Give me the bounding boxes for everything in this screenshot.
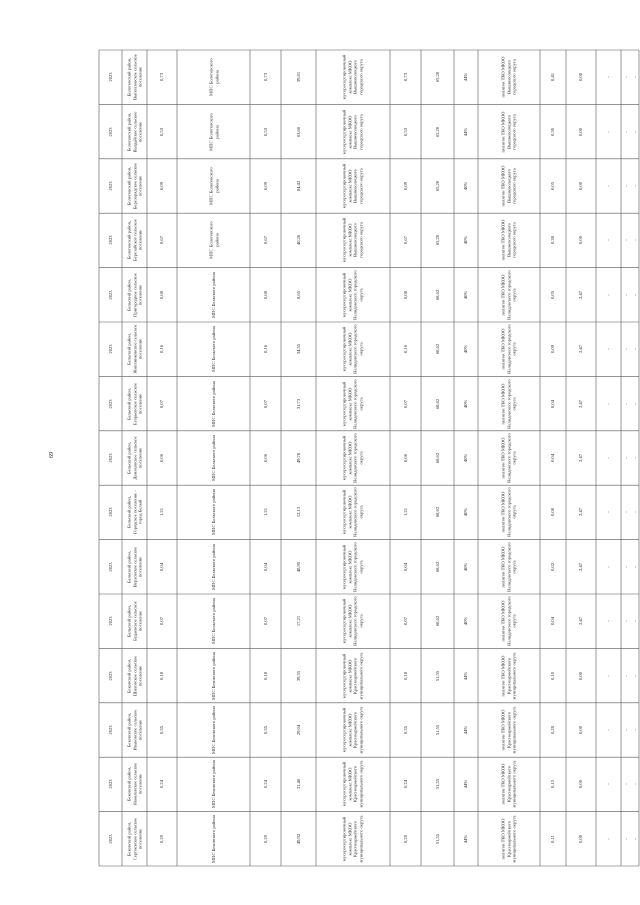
cell-year: 2023 bbox=[107, 72, 113, 82]
cell-facility: мусоросортировочный комплекс МКОО Вышневолоцкого городского округа bbox=[341, 218, 364, 263]
cell-v7: 0,00 bbox=[578, 73, 584, 82]
cell-e1: - bbox=[605, 838, 611, 840]
cell-v2: 0,18 bbox=[262, 671, 268, 680]
cell-facility: мусоросортировочный комплекс МКОО Вышневолоцкого городского округа bbox=[341, 163, 364, 209]
cell-year: 2023 bbox=[107, 181, 113, 191]
cell-v3: 31,73 bbox=[295, 398, 301, 409]
cell-facility: мусоросортировочный комплекс МКОО Красноармейского муниципального округа bbox=[341, 815, 364, 863]
cell-e3: - bbox=[632, 457, 638, 459]
cell-e3: - bbox=[632, 838, 638, 840]
cell-source: МПС Бельского района bbox=[210, 271, 216, 318]
cell-source: МПС Бельского района bbox=[210, 543, 216, 590]
cell-settlement: Бековский район, Яковлевское сельское поселение bbox=[125, 763, 143, 806]
cell-v4: 0,09 bbox=[402, 181, 408, 191]
cell-e2: - bbox=[623, 294, 629, 296]
cell-v6: 0,30 bbox=[550, 127, 556, 136]
cell-v7: 0,00 bbox=[578, 834, 584, 843]
cell-facility: мусоросортировочный комплекс МКОО Нелидовского городского округа bbox=[341, 596, 364, 647]
cell-v7: 0,00 bbox=[578, 181, 584, 191]
cell-settlement: Бологовский район, Березайское сельское поселение bbox=[125, 219, 143, 262]
cell-e3: - bbox=[632, 511, 638, 514]
cell-v6: 0,10 bbox=[550, 671, 556, 680]
cell-disposal: полигон ТКО МКОО Вышневолоцкого городского округа bbox=[500, 56, 517, 98]
cell-e2: - bbox=[623, 239, 629, 242]
cell-v6: 0,04 bbox=[550, 453, 556, 463]
cell-pct: 40% bbox=[463, 181, 469, 191]
cell-e1: - bbox=[605, 239, 611, 242]
cell-v7: 2,47 bbox=[578, 508, 584, 517]
cell-e2: - bbox=[623, 185, 629, 187]
cell-year: 2023 bbox=[107, 562, 113, 572]
cell-v1: 0,07 bbox=[159, 617, 165, 626]
cell-v3: 49,92 bbox=[295, 833, 301, 844]
cell-e2: - bbox=[623, 511, 629, 514]
cell-disposal: полигон ТКО МКОО Красноармейского муниципального округа bbox=[500, 706, 517, 754]
cell-source: МПС Бологовского района bbox=[207, 58, 219, 97]
cell-v1: 0,06 bbox=[159, 453, 165, 463]
cell-year: 2023 bbox=[107, 507, 113, 517]
cell-settlement: Бельский район, Егорьевское сельское поселение bbox=[125, 382, 143, 425]
cell-pct: 44% bbox=[463, 834, 469, 844]
cell-pct: 40% bbox=[463, 508, 469, 517]
cell-v4: 0,20 bbox=[402, 834, 408, 843]
cell-disposal: полигон ТКО МКОО Вышневолоцкого городского округа bbox=[500, 111, 517, 153]
cell-disposal: полигон ТКО МКОО Вышневолоцкого городского округа bbox=[500, 165, 517, 207]
page-number: 69 bbox=[49, 452, 55, 458]
cell-v2: 0,20 bbox=[262, 834, 268, 843]
cell-settlement: Бельский район, Демяховское сельское поселение bbox=[125, 436, 143, 480]
cell-v6: 0,08 bbox=[550, 508, 556, 517]
cell-v7: 0,00 bbox=[578, 725, 584, 735]
cell-e2: - bbox=[623, 402, 629, 405]
cell-e3: - bbox=[632, 185, 638, 187]
cell-v6: 0,09 bbox=[550, 345, 556, 354]
cell-pct: 40% bbox=[463, 290, 469, 300]
cell-disposal: полигон ТКО МКОО Нелидовского городского округа bbox=[500, 378, 517, 429]
cell-year: 2023 bbox=[107, 235, 113, 245]
cell-e1: - bbox=[605, 402, 611, 405]
cell-v5: 51,55 bbox=[434, 779, 440, 790]
cell-pct: 40% bbox=[463, 616, 469, 626]
cell-source: МПС Бековского района bbox=[210, 760, 216, 809]
cell-disposal: полигон ТКО МКОО Нелидовского городского округа bbox=[500, 269, 517, 320]
cell-v1: 0,24 bbox=[159, 780, 165, 789]
cell-v7: 2,47 bbox=[578, 399, 584, 408]
cell-v5: 68,62 bbox=[434, 561, 440, 572]
cell-v5: 68,62 bbox=[434, 452, 440, 464]
cell-year: 2023 bbox=[107, 290, 113, 300]
cell-pct: 44% bbox=[463, 671, 469, 680]
cell-facility: мусоросортировочный комплекс МКОО Нелидовского городского округа bbox=[341, 433, 364, 483]
cell-v7: 2,47 bbox=[578, 345, 584, 354]
cell-facility: мусоросортировочный комплекс МКОО Красноармейского муниципального округа bbox=[341, 652, 364, 700]
cell-e2: - bbox=[623, 838, 629, 840]
cell-source: МПС Бельского района bbox=[210, 489, 216, 536]
cell-v3: 34,55 bbox=[295, 344, 301, 355]
cell-e1: - bbox=[605, 348, 611, 350]
cell-year: 2023 bbox=[107, 399, 113, 409]
cell-v6: 0,02 bbox=[550, 562, 556, 571]
cell-settlement: Бековский район, Сергиевское сельское поселение bbox=[125, 817, 143, 861]
cell-e3: - bbox=[632, 130, 638, 133]
cell-facility: мусоросортировочный комплекс МКОО Нелидовского городского округа bbox=[341, 378, 364, 429]
cell-v5: 68,62 bbox=[434, 616, 440, 627]
cell-v4: 0,53 bbox=[402, 127, 408, 136]
cell-v2: 0,67 bbox=[262, 236, 268, 245]
cell-facility: мусоросортировочный комплекс МКОО Нелидовского городского округа bbox=[341, 541, 364, 592]
cell-v4: 0,04 bbox=[402, 562, 408, 571]
cell-settlement: Бельский район, Верховское сельское поселение bbox=[125, 546, 143, 588]
cell-v1: 1,21 bbox=[159, 508, 165, 517]
cell-facility: мусоросортировочный комплекс МКОО Нелидовского городского округа bbox=[341, 487, 364, 538]
cell-settlement: Бековский район, Шиловское сельское поселение bbox=[125, 655, 143, 696]
cell-e1: - bbox=[605, 729, 611, 731]
cell-disposal: полигон ТКО МКОО Красноармейского муниципального округа bbox=[500, 760, 517, 808]
cell-v4: 0,24 bbox=[402, 780, 408, 789]
cell-v1: 0,73 bbox=[159, 73, 165, 82]
cell-v3: 40,26 bbox=[295, 235, 301, 246]
cell-v7: 0,00 bbox=[578, 236, 584, 245]
cell-year: 2023 bbox=[107, 127, 113, 137]
cell-e2: - bbox=[623, 783, 629, 786]
cell-e2: - bbox=[623, 674, 629, 677]
cell-v6: 0,38 bbox=[550, 236, 556, 245]
cell-settlement: Бековский район, Ивановское сельское поселение bbox=[125, 709, 143, 751]
cell-v1: 0,04 bbox=[159, 562, 165, 571]
cell-v3: 39,81 bbox=[295, 72, 301, 83]
cell-e2: - bbox=[623, 566, 629, 568]
cell-v6: 0,13 bbox=[550, 780, 556, 789]
cell-v6: 0,20 bbox=[550, 725, 556, 735]
cell-settlement: Бельский район, Жиплинковское сельское поселение bbox=[125, 324, 143, 374]
cell-v2: 0,04 bbox=[262, 562, 268, 571]
cell-v5: 65,20 bbox=[434, 72, 440, 83]
cell-v4: 0,73 bbox=[402, 73, 408, 82]
cell-pct: 40% bbox=[463, 399, 469, 408]
cell-pct: 44% bbox=[463, 72, 469, 82]
cell-v7: 0,00 bbox=[578, 671, 584, 680]
cell-v1: 0,35 bbox=[159, 725, 165, 735]
cell-e1: - bbox=[605, 130, 611, 133]
cell-v6: 0,11 bbox=[550, 834, 556, 843]
cell-e1: - bbox=[605, 294, 611, 296]
cell-pct: 40% bbox=[463, 562, 469, 572]
cell-source: МПС Бельского района bbox=[210, 598, 216, 645]
cell-settlement: Бельский район, Пригородное сельское поселение bbox=[125, 272, 143, 317]
cell-e1: - bbox=[605, 511, 611, 514]
cell-v5: 51,55 bbox=[434, 724, 440, 736]
cell-e1: - bbox=[605, 783, 611, 786]
cell-v3: 49,78 bbox=[295, 452, 301, 464]
cell-source: МПС Бологовского района bbox=[207, 221, 219, 260]
cell-v6: 0,41 bbox=[550, 73, 556, 82]
cell-source: МПС Бологовского района bbox=[207, 167, 219, 205]
cell-v4: 1,21 bbox=[402, 508, 408, 517]
cell-e3: - bbox=[632, 239, 638, 242]
cell-e3: - bbox=[632, 76, 638, 78]
cell-v2: 0,24 bbox=[262, 780, 268, 789]
cell-e1: - bbox=[605, 566, 611, 568]
cell-v6: 0,04 bbox=[550, 399, 556, 408]
cell-e2: - bbox=[623, 76, 629, 78]
cell-settlement: Бологовский район, Березорядское сельское поселение bbox=[125, 162, 143, 210]
cell-disposal: полигон ТКО МКОО Вышневолоцкого городского округа bbox=[500, 219, 517, 261]
cell-v7: 2,47 bbox=[578, 562, 584, 571]
cell-source: МПС Бельского района bbox=[210, 326, 216, 373]
cell-v1: 0,09 bbox=[159, 181, 165, 191]
cell-v2: 0,73 bbox=[262, 73, 268, 82]
cell-v2: 0,53 bbox=[262, 127, 268, 136]
cell-v1: 0,18 bbox=[159, 671, 165, 680]
cell-v3: 84,42 bbox=[295, 180, 301, 192]
cell-year: 2023 bbox=[107, 779, 113, 789]
cell-v2: 0,16 bbox=[262, 345, 268, 354]
cell-pct: 44% bbox=[463, 127, 469, 136]
cell-facility: мусоросортировочный комплекс МКОО Нелидовского городского округа bbox=[341, 324, 364, 375]
cell-v7: 2,47 bbox=[578, 617, 584, 626]
cell-disposal: полигон ТКО МКОО Нелидовского городского округа bbox=[500, 596, 517, 647]
cell-settlement: Бологовский район, Выползовское сельское поселение bbox=[125, 54, 143, 101]
cell-v5: 51,55 bbox=[434, 670, 440, 681]
cell-v1: 0,08 bbox=[159, 290, 165, 299]
cell-source: МПС Бельского района bbox=[210, 380, 216, 427]
cell-v4: 0,08 bbox=[402, 290, 408, 299]
cell-v2: 1,21 bbox=[262, 508, 268, 517]
cell-facility: мусоросортировочный комплекс МКОО Нелидовского городского округа bbox=[341, 269, 364, 320]
cell-v5: 65,20 bbox=[434, 126, 440, 137]
cell-pct: 40% bbox=[463, 344, 469, 354]
cell-v7: 2,47 bbox=[578, 290, 584, 299]
cell-v3: 39,55 bbox=[295, 670, 301, 681]
cell-settlement: Бельский район, Городское поселение - город Белый bbox=[125, 490, 143, 535]
cell-source: МПС Бологовского района bbox=[207, 112, 219, 151]
cell-v5: 68,62 bbox=[434, 344, 440, 355]
cell-e2: - bbox=[623, 348, 629, 350]
cell-v4: 0,35 bbox=[402, 725, 408, 735]
cell-pct: 40% bbox=[463, 453, 469, 463]
cell-e3: - bbox=[632, 294, 638, 296]
cell-v7: 0,00 bbox=[578, 780, 584, 789]
cell-e2: - bbox=[623, 729, 629, 731]
cell-v7: 0,00 bbox=[578, 127, 584, 136]
cell-v5: 68,62 bbox=[434, 398, 440, 409]
cell-v4: 0,18 bbox=[402, 671, 408, 680]
cell-e1: - bbox=[605, 185, 611, 187]
cell-disposal: полигон ТКО МКОО Красноармейского муниципального округа bbox=[500, 815, 517, 863]
cell-facility: мусоросортировочный комплекс МКОО Вышневолоцкого городского округа bbox=[341, 54, 364, 100]
cell-v6: 0,05 bbox=[550, 290, 556, 299]
cell-e2: - bbox=[623, 130, 629, 133]
cell-e1: - bbox=[605, 457, 611, 459]
cell-v2: 0,06 bbox=[262, 453, 268, 463]
cell-year: 2023 bbox=[107, 671, 113, 681]
cell-v4: 0,67 bbox=[402, 236, 408, 245]
cell-v5: 51,55 bbox=[434, 833, 440, 844]
cell-pct: 44% bbox=[463, 725, 469, 735]
cell-year: 2023 bbox=[107, 344, 113, 354]
cell-disposal: полигон ТКО МКОО Красноармейского муниципального округа bbox=[500, 652, 517, 700]
cell-disposal: полигон ТКО МКОО Нелидовского городского округа bbox=[500, 541, 517, 592]
cell-v2: 0,09 bbox=[262, 181, 268, 191]
cell-e3: - bbox=[632, 620, 638, 622]
cell-v5: 68,62 bbox=[434, 289, 440, 300]
cell-e2: - bbox=[623, 457, 629, 459]
cell-e3: - bbox=[632, 674, 638, 677]
cell-e2: - bbox=[623, 620, 629, 622]
cell-v3: 8,65 bbox=[295, 290, 301, 299]
cell-year: 2023 bbox=[107, 725, 113, 735]
cell-v6: 0,04 bbox=[550, 617, 556, 626]
cell-facility: мусоросортировочный комплекс МКОО Красноармейского муниципального округа bbox=[341, 706, 364, 754]
cell-v3: 12,13 bbox=[295, 507, 301, 518]
cell-v4: 0,16 bbox=[402, 345, 408, 354]
cell-v4: 0,07 bbox=[402, 617, 408, 626]
cell-year: 2023 bbox=[107, 616, 113, 626]
cell-v1: 0,07 bbox=[159, 399, 165, 408]
cell-v2: 0,35 bbox=[262, 725, 268, 735]
cell-v1: 0,53 bbox=[159, 127, 165, 136]
cell-year: 2023 bbox=[107, 453, 113, 463]
cell-v2: 0,07 bbox=[262, 617, 268, 626]
cell-v5: 68,62 bbox=[434, 507, 440, 518]
cell-settlement: Бологовский район, Валдайское сельское поселение bbox=[125, 111, 143, 153]
cell-source: МПС Бековского района bbox=[210, 814, 216, 863]
cell-v3: 29,04 bbox=[295, 724, 301, 736]
cell-e3: - bbox=[632, 402, 638, 405]
cell-disposal: полигон ТКО МКОО Нелидовского городского округа bbox=[500, 324, 517, 375]
cell-v2: 0,07 bbox=[262, 399, 268, 408]
cell-facility: мусоросортировочный комплекс МКОО Красноармейского муниципального округа bbox=[341, 760, 364, 808]
cell-e1: - bbox=[605, 674, 611, 677]
cell-source: МПС Бельского района bbox=[210, 435, 216, 481]
cell-e3: - bbox=[632, 566, 638, 568]
cell-e1: - bbox=[605, 76, 611, 78]
cell-v1: 0,20 bbox=[159, 834, 165, 843]
cell-v3: 63,66 bbox=[295, 126, 301, 137]
cell-v7: 2,47 bbox=[578, 453, 584, 463]
cell-source: МПС Бековского района bbox=[210, 651, 216, 700]
cell-source: МПС Бековского района bbox=[210, 706, 216, 754]
cell-v6: 0,05 bbox=[550, 181, 556, 191]
cell-facility: мусоросортировочный комплекс МКОО Вышневолоцкого городского округа bbox=[341, 109, 364, 154]
cell-e3: - bbox=[632, 783, 638, 786]
cell-e3: - bbox=[632, 348, 638, 350]
cell-v1: 0,16 bbox=[159, 345, 165, 354]
cell-e3: - bbox=[632, 729, 638, 731]
cell-v3: 17,21 bbox=[295, 616, 301, 627]
cell-v4: 0,07 bbox=[402, 399, 408, 408]
cell-disposal: полигон ТКО МКОО Нелидовского городского округа bbox=[500, 487, 517, 538]
cell-v2: 0,08 bbox=[262, 290, 268, 299]
cell-year: 2023 bbox=[107, 834, 113, 844]
cell-settlement: Бельский район, Будаевское сельское поселение bbox=[125, 601, 143, 642]
cell-e1: - bbox=[605, 620, 611, 622]
cell-v5: 65,20 bbox=[434, 235, 440, 246]
cell-pct: 44% bbox=[463, 780, 469, 789]
cell-v1: 0,67 bbox=[159, 236, 165, 245]
cell-v3: 31,46 bbox=[295, 779, 301, 790]
cell-disposal: полигон ТКО МКОО Нелидовского городского округа bbox=[500, 433, 517, 483]
cell-v3: 48,95 bbox=[295, 561, 301, 572]
cell-v4: 0,06 bbox=[402, 453, 408, 463]
cell-v5: 65,20 bbox=[434, 180, 440, 192]
cell-pct: 40% bbox=[463, 236, 469, 245]
